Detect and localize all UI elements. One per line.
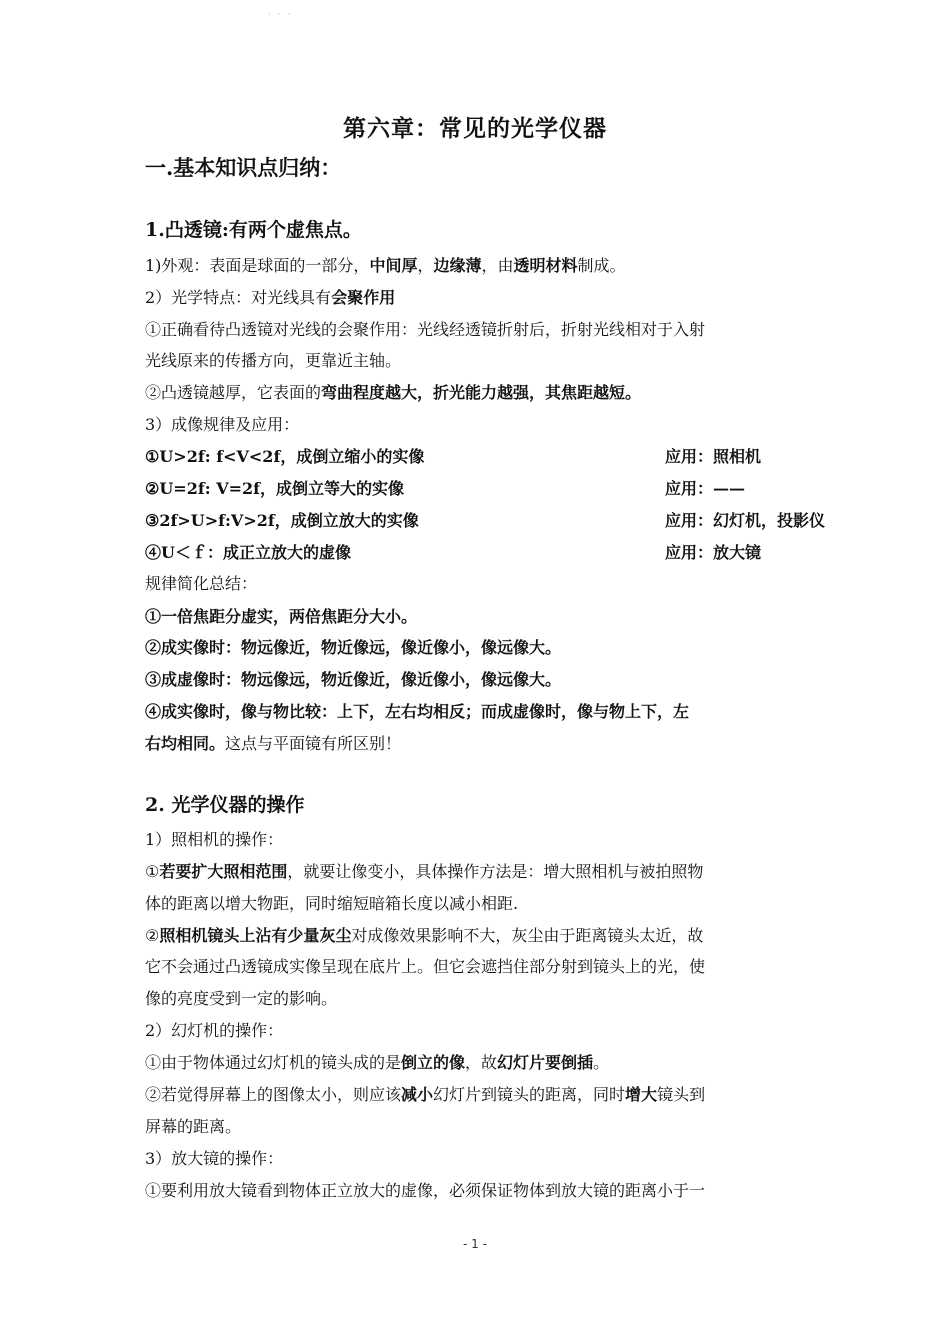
summary-line: ①一倍焦距分虚实，两倍焦距分大小。 xyxy=(145,607,418,626)
imaging-rule-row xyxy=(145,537,810,569)
projector-label: 2）幻灯机的操作： xyxy=(145,1021,284,1040)
text-span: 镜头到 xyxy=(657,1085,706,1104)
paragraph-line: 它不会通过凸透镜成实像呈现在底片上。但它会遮挡住部分射到镜头上的光，使 xyxy=(145,957,706,976)
text-span: ①由于物体通过幻灯机的镜头成的是 xyxy=(145,1053,402,1072)
imaging-rule-row xyxy=(145,473,810,505)
summary-line: ②成实像时：物远像近，物近像远，像近像小，像远像大。 xyxy=(145,638,562,657)
camera-dust-line xyxy=(145,920,810,952)
bold-text: 中间厚 xyxy=(369,256,418,275)
summary-line: ③成虚像时：物远像远，物近像近，像近像小，像远像大。 xyxy=(145,670,562,689)
projector-line xyxy=(145,1079,810,1111)
text-span: ②凸透镜越厚，它表面的 xyxy=(145,383,322,402)
bold-text: 弯曲程度越大，折光能力越强，其焦距越短。 xyxy=(321,383,642,402)
bold-text: 增大 xyxy=(625,1085,658,1104)
text-span: ，故 xyxy=(465,1053,498,1072)
paragraph-line: 像的亮度受到一定的影响。 xyxy=(145,989,338,1008)
rule-text: ①U>2f: f<V<2f，成倒立缩小的实像 xyxy=(145,447,425,466)
paragraph-line: 屏幕的距离。 xyxy=(145,1117,242,1136)
bold-text: 边缘薄 xyxy=(433,256,482,275)
bold-text: 倒立的像 xyxy=(401,1053,466,1072)
bold-text: 幻灯片要倒插 xyxy=(497,1053,594,1072)
imaging-rules-label: 3）成像规律及应用： xyxy=(145,415,300,434)
text-span: 1)外观：表面是球面的一部分， xyxy=(145,256,370,275)
bold-text: 透明材料 xyxy=(513,256,578,275)
text-span: 这点与平面镜有所区别！ xyxy=(225,734,402,753)
header-mark: · · · xyxy=(268,10,293,20)
optical-feature-line xyxy=(145,282,810,314)
paragraph-line: ①正确看待凸透镜对光线的会聚作用：光线经透镜折射后，折射光线相对于入射 xyxy=(145,320,706,339)
text-span: 。 xyxy=(593,1053,610,1072)
bold-text: 减小 xyxy=(401,1085,434,1104)
rule-application: 应用：—— xyxy=(665,479,746,498)
text-span: ，就要让像变小，具体操作方法是：增大照相机与被拍照物 xyxy=(287,862,704,881)
rule-application: 应用：照相机 xyxy=(665,447,762,466)
convex-lens-heading: 1.凸透镜:有两个虚焦点。 xyxy=(145,219,362,241)
camera-label: 1）照相机的操作： xyxy=(145,830,284,849)
imaging-rule-row xyxy=(145,505,826,537)
rule-text: ④U＜ｆ：成正立放大的虚像 xyxy=(145,543,351,562)
rule-text: ③2f>U>f:V>2f，成倒立放大的实像 xyxy=(145,511,419,530)
summary-line: ④成实像时，像与物比较：上下，左右均相反；而成虚像时，像与物上下，左 xyxy=(145,702,690,721)
operations-heading: 2. 光学仪器的操作 xyxy=(145,794,305,816)
paragraph-line: 光线原来的传播方向，更靠近主轴。 xyxy=(145,351,402,370)
summary-label: 规律简化总结： xyxy=(145,574,258,593)
camera-line xyxy=(145,856,810,888)
thickness-line xyxy=(145,377,810,409)
bold-text: 会聚作用 xyxy=(331,288,396,307)
text-span: 对成像效果影响不大，灰尘由于距离镜头太近，故 xyxy=(351,926,704,945)
projector-line xyxy=(145,1047,810,1079)
page-number: - 1 - xyxy=(463,1237,487,1251)
section-heading: 一.基本知识点归纳： xyxy=(145,155,342,180)
paragraph-line: ①要利用放大镜看到物体正立放大的虚像，必须保证物体到放大镜的距离小于一 xyxy=(145,1181,706,1200)
text-span: ， xyxy=(417,256,434,275)
text-span: ① xyxy=(145,862,160,881)
magnifier-label: 3）放大镜的操作： xyxy=(145,1149,284,1168)
rule-application: 应用：放大镜 xyxy=(665,543,762,562)
appearance-line xyxy=(145,250,810,282)
text-span: 2）光学特点：对光线具有 xyxy=(145,288,332,307)
text-span: ，由 xyxy=(481,256,514,275)
text-span: 制成。 xyxy=(577,256,626,275)
bold-text: 右均相同。 xyxy=(145,734,226,753)
text-span: ② xyxy=(145,926,160,945)
paragraph-line: 体的距离以增大物距，同时缩短暗箱长度以减小相距. xyxy=(145,894,519,913)
imaging-rule-row xyxy=(145,441,810,473)
text-span: ②若觉得屏幕上的图像太小，则应该 xyxy=(145,1085,402,1104)
page-title: 第六章：常见的光学仪器 xyxy=(343,115,607,142)
text-span: 幻灯片到镜头的距离，同时 xyxy=(433,1085,626,1104)
rule-text: ②U=2f: V=2f，成倒立等大的实像 xyxy=(145,479,405,498)
bold-text: 照相机镜头上沾有少量灰尘 xyxy=(159,926,352,945)
bold-text: 若要扩大照相范围 xyxy=(159,862,288,881)
rule-application: 应用：幻灯机，投影仪 xyxy=(665,511,826,530)
summary-line xyxy=(145,728,810,760)
